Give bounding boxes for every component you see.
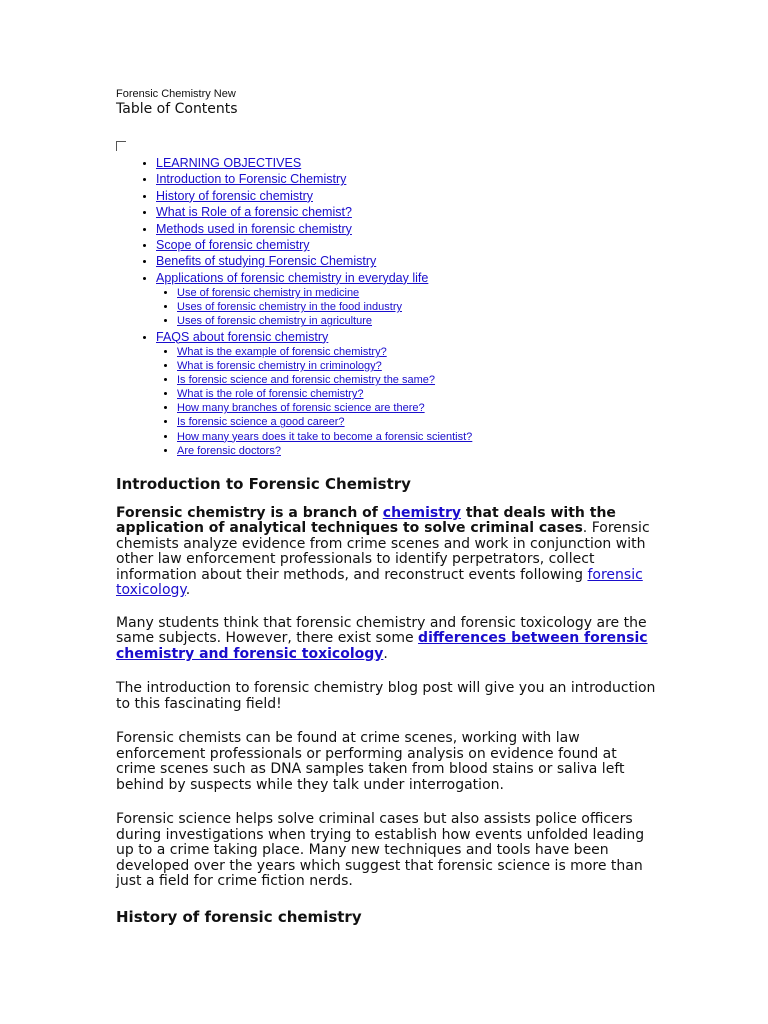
toc-subitem bbox=[177, 415, 656, 429]
toc-item bbox=[156, 221, 656, 237]
toc-item bbox=[156, 270, 656, 329]
intro-paragraph-5: Forensic science helps solve criminal cases but also assists police officers during investigations when trying to establish how events unfolded leading up to a crime taking place. Many new techniques and tools have been developed over the years which suggest that forensic science is more than just a field for crime fiction nerds. bbox=[116, 811, 645, 890]
toc-sublink[interactable]: Are forensic doctors? bbox=[177, 444, 281, 457]
link-forensic-toxicology[interactable]: forensic toxicology bbox=[116, 566, 643, 599]
toc-sublink[interactable]: What is the role of forensic chemistry? bbox=[177, 388, 364, 401]
toc-link[interactable]: Introduction to Forensic Chemistry bbox=[156, 172, 347, 187]
toc-collapse-icon[interactable] bbox=[116, 141, 126, 151]
toc-subitem bbox=[177, 373, 656, 387]
toc-sublist bbox=[156, 345, 656, 458]
toc-subitem bbox=[177, 286, 656, 300]
toc-subitem bbox=[177, 430, 656, 444]
link-chemistry[interactable]: chemistry bbox=[382, 504, 461, 521]
toc-sublink[interactable]: Is forensic science and forensic chemistry the same? bbox=[177, 374, 436, 387]
toc-subitem bbox=[177, 345, 656, 359]
section-heading-introduction: Introduction to Forensic Chemistry bbox=[116, 474, 411, 493]
toc-link[interactable]: What is Role of a forensic chemist? bbox=[156, 205, 352, 220]
intro-bold-text: Forensic chemistry is a branch of bbox=[116, 504, 383, 521]
intro-bold-text-2: that deals with the application of analytical techniques to solve criminal cases bbox=[116, 504, 616, 537]
table-of-contents bbox=[116, 155, 656, 458]
intro-text: Forensic chemists analyze evidence from crime scenes and work in conjunction with other law enforcement professionals to identify perpetrators, collect information about their methods, and reconstruct events following bbox=[116, 520, 650, 583]
document-page bbox=[116, 88, 656, 926]
intro-paragraph-1 bbox=[116, 506, 656, 599]
toc-sublink[interactable]: Is forensic science a good career? bbox=[177, 416, 345, 429]
intro-paragraph-2 bbox=[116, 616, 656, 663]
toc-item bbox=[156, 155, 656, 171]
toc-sublink[interactable]: How many years does it take to become a forensic scientist? bbox=[177, 430, 473, 443]
link-differences[interactable]: differences between forensic chemistry and forensic toxicology bbox=[116, 630, 648, 662]
toc-subitem bbox=[177, 300, 656, 314]
toc-link[interactable]: FAQS about forensic chemistry bbox=[156, 329, 329, 344]
toc-item bbox=[156, 329, 656, 458]
toc-sublist bbox=[156, 286, 656, 328]
toc-subitem bbox=[177, 401, 656, 415]
section-heading-history: History of forensic chemistry bbox=[116, 907, 362, 926]
toc-link[interactable]: Methods used in forensic chemistry bbox=[156, 221, 352, 236]
toc-link[interactable]: History of forensic chemistry bbox=[156, 188, 313, 203]
toc-link[interactable]: Applications of forensic chemistry in everyday life bbox=[156, 270, 429, 285]
intro-p2-end: . bbox=[383, 645, 388, 662]
toc-link[interactable]: Scope of forensic chemistry bbox=[156, 238, 310, 253]
toc-sublink[interactable]: Uses of forensic chemistry in agriculture bbox=[177, 315, 373, 328]
intro-end: . bbox=[185, 582, 191, 599]
toc-item bbox=[156, 253, 656, 269]
intro-paragraph-3: The introduction to forensic chemistry blog post will give you an introduction to this fascinating field! bbox=[116, 680, 656, 712]
toc-sublink[interactable]: How many branches of forensic science are there? bbox=[177, 402, 425, 415]
toc-sublink[interactable]: What is the example of forensic chemistry? bbox=[177, 345, 387, 358]
toc-sublink[interactable]: Use of forensic chemistry in medicine bbox=[177, 287, 360, 300]
toc-subitem bbox=[177, 387, 656, 401]
toc-item bbox=[156, 188, 656, 204]
toc-heading: Table of Contents bbox=[116, 101, 238, 117]
toc-link[interactable]: LEARNING OBJECTIVES bbox=[156, 156, 302, 170]
toc-subitem bbox=[177, 359, 656, 373]
toc-sublink[interactable]: What is forensic chemistry in criminology? bbox=[177, 360, 382, 373]
toc-item bbox=[156, 237, 656, 253]
toc-link[interactable]: Benefits of studying Forensic Chemistry bbox=[156, 254, 377, 269]
toc-item bbox=[156, 171, 656, 187]
intro-paragraph-4: Forensic chemists can be found at crime scenes, working with law enforcement professionals or performing analysis on evidence found at crime scenes such as DNA samples taken from blood stains or saliva left behind by suspects while they talk under interrogation. bbox=[116, 730, 625, 793]
intro-dot: . bbox=[582, 520, 588, 537]
intro-p2-text: Many students think that forensic chemistry and forensic toxicology are the same subjects. However, there exist some bbox=[116, 614, 647, 647]
toc-subitem bbox=[177, 314, 656, 328]
document-title: Forensic Chemistry New bbox=[116, 88, 236, 100]
toc-item bbox=[156, 204, 656, 220]
toc-subitem bbox=[177, 444, 656, 458]
toc-sublink[interactable]: Uses of forensic chemistry in the food industry bbox=[177, 301, 402, 314]
